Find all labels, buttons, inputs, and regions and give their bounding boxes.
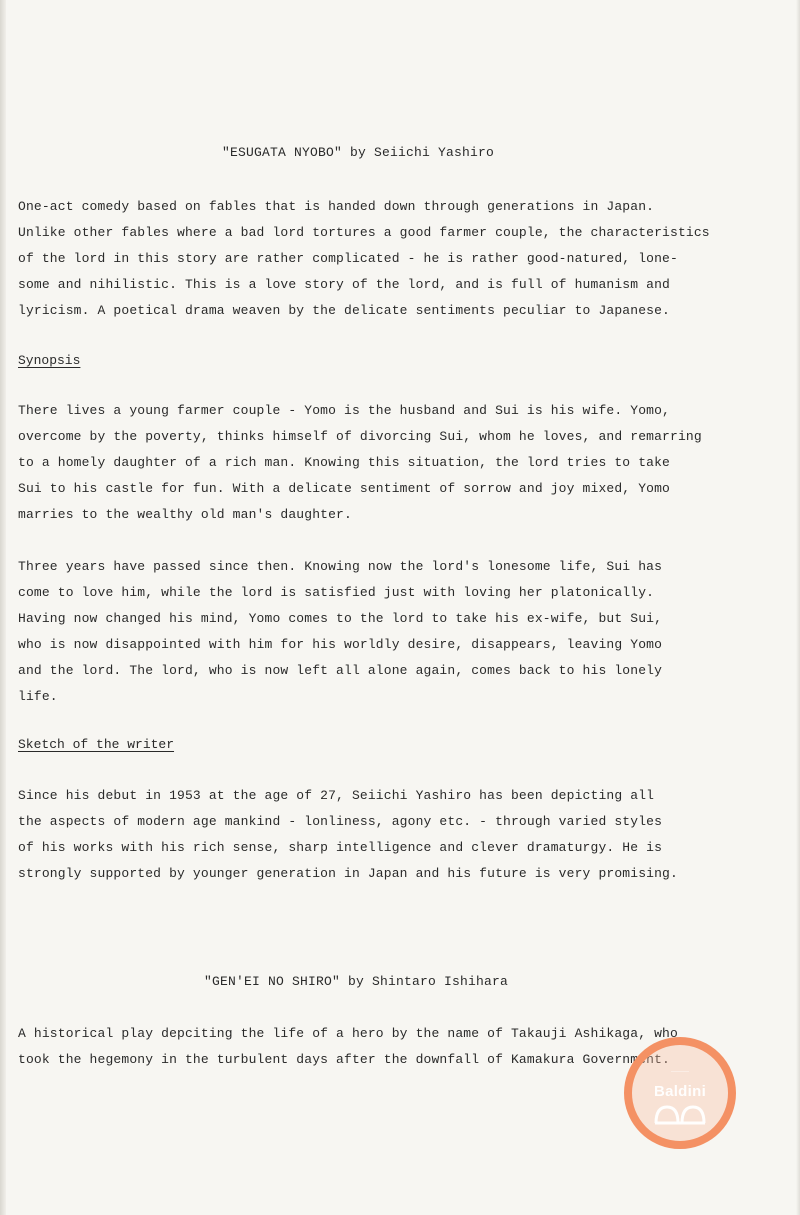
text-line: One-act comedy based on fables that is handed down through generations in Japan. — [18, 199, 655, 214]
text-line: Having now changed his mind, Yomo comes to the lord to take his ex-wife, but Sui, — [18, 611, 663, 626]
text-line: the aspects of modern age mankind - lonliness, agony etc. - through varied styles — [18, 814, 663, 829]
text-line: There lives a young farmer couple - Yomo is the husband and Sui is his wife. Yomo, — [18, 403, 671, 418]
heading-sketch-of-writer: Sketch of the writer — [18, 737, 175, 752]
page-right-edge — [796, 0, 800, 1215]
text-line: come to love him, while the lord is satisfied just with loving her platonically. — [18, 585, 655, 600]
paragraph-writer-sketch — [18, 783, 778, 887]
text-line: Unlike other fables where a bad lord tortures a good farmer couple, the characteristics — [18, 225, 710, 240]
text-line: overcome by the poverty, thinks himself of divorcing Sui, whom he loves, and remarring — [18, 429, 702, 444]
play-title-esugata-nyobo: "ESUGATA NYOBO" by Seiichi Yashiro — [222, 145, 495, 160]
play-title-genei-no-shiro: "GEN'EI NO SHIRO" by Shintaro Ishihara — [204, 974, 509, 989]
paragraph-description — [18, 194, 778, 324]
text-line: of his works with his rich sense, sharp intelligence and clever dramaturgy. He is — [18, 840, 663, 855]
text-line: life. — [18, 689, 58, 704]
text-line: who is now disappointed with him for his worldly desire, disappears, leaving Yomo — [18, 637, 663, 652]
book-icon — [654, 1103, 706, 1125]
text-line: took the hegemony in the turbulent days after the downfall of Kamakura Government. — [18, 1052, 671, 1067]
text-line: some and nihilistic. This is a love story of the lord, and is full of humanism and — [18, 277, 671, 292]
page-left-edge — [0, 0, 6, 1215]
text-line: Since his debut in 1953 at the age of 27, Seiichi Yashiro has been depicting all — [18, 788, 655, 803]
text-line: lyricism. A poetical drama weaven by the delicate sentiments peculiar to Japanese. — [18, 303, 671, 318]
heading-synopsis: Synopsis — [18, 353, 81, 368]
text-line: Sui to his castle for fun. With a delicate sentiment of sorrow and joy mixed, Yomo — [18, 481, 671, 496]
paragraph-synopsis-2 — [18, 554, 778, 710]
text-line: strongly supported by younger generation in Japan and his future is very promising. — [18, 866, 678, 881]
paragraph-synopsis-1 — [18, 398, 778, 528]
stamp-small-lettering: ——— — [671, 1069, 689, 1075]
text-line: Three years have passed since then. Knowing now the lord's lonesome life, Sui has — [18, 559, 663, 574]
stamp-name: Baldini — [653, 1083, 707, 1100]
text-line: and the lord. The lord, who is now left all alone again, comes back to his lonely — [18, 663, 663, 678]
baldini-stamp-logo — [624, 1037, 736, 1149]
text-line: to a homely daughter of a rich man. Knowing this situation, the lord tries to take — [18, 455, 671, 470]
text-line: A historical play depciting the life of a hero by the name of Takauji Ashikaga, who — [18, 1026, 678, 1041]
text-line: marries to the wealthy old man's daughter. — [18, 507, 352, 522]
text-line: of the lord in this story are rather complicated - he is rather good-natured, lone- — [18, 251, 678, 266]
